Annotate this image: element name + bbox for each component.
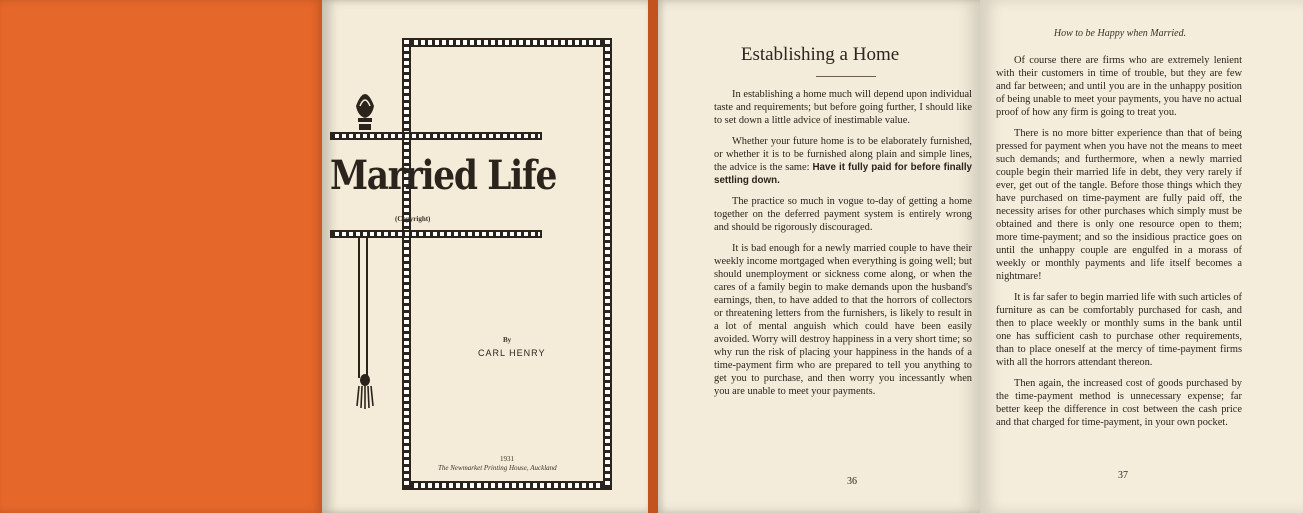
- frame-top-border: [402, 38, 612, 47]
- page-number-37: 37: [1118, 470, 1128, 481]
- copyright-label: (Copyright): [395, 215, 431, 223]
- paragraph: The practice so much in vogue to-day of getting a home together on the deferred payment system is entirely wrong and should be rigorously discouraged.: [714, 196, 972, 233]
- by-label: By: [503, 336, 512, 344]
- chapter-heading: Establishing a Home: [740, 44, 900, 65]
- paragraph: Then again, the increased cost of goods purchased by the time-payment method is unnecessary expense; far better keep the difference in cost between the cash price and that charged for time-payment, in your own pocket.: [996, 378, 1242, 428]
- page-number-36: 36: [847, 476, 857, 487]
- tassel-cord: [358, 238, 368, 378]
- page-36-text: [714, 88, 972, 406]
- paragraph: It is far safer to begin married life with such articles of furniture as can be comfortably purchased for cash, and then to place weekly or monthly sums in the bank until one has sufficient cash to purchase other requirements, than to place oneself at the mercy of time-payment firms with all the horrors attendant thereon.: [996, 292, 1242, 368]
- orange-cover: [0, 0, 322, 513]
- frame-upper-shelf: [330, 132, 542, 140]
- frame-right-border: [603, 38, 612, 490]
- running-head: How to be Happy when Married.: [1053, 28, 1187, 39]
- book-title: Married Life: [330, 152, 557, 199]
- cover-edge: [648, 0, 658, 513]
- frame-lower-shelf: [330, 230, 542, 238]
- paragraph: It is bad enough for a newly married couple to have their weekly income mortgaged when everything is going well; but should unemployment or sickness come along, or when the cares of a family begin to make demands upon the husband's earnings, then, to have added to that the horrors of collectors or threatening letters from the furnishers, is likely to result in a lot of mental anguish which could have been easily avoided. Worry will destroy happiness in a very short time; so why run the risk of placing your happiness in the hands of a time-payment firm who are prepared to tell you anything to get you to purchase, and then worry you incessantly when you are unable to meet your payments.: [714, 243, 972, 397]
- page-37-text: [996, 54, 1242, 437]
- frame-bottom-border: [402, 481, 612, 490]
- bold-advice: Have it fully paid for before finally settling down.: [714, 162, 972, 186]
- tassel-ornament-icon: [354, 372, 376, 410]
- urn-ornament-icon: [350, 84, 380, 132]
- heading-rule: [816, 76, 876, 77]
- paragraph: Of course there are firms who are extremely lenient with their customers in time of trouble, but they are few and far between; and until you are in the unhappy position of being unable to meet your payments, you have no actual proof of how any firm is going to treat you.: [996, 55, 1242, 118]
- paragraph: [714, 135, 972, 187]
- paragraph-text: Whether your future home is to be elaborately furnished, or whether it is to be furnished along plain and simple lines, the advice is the same:: [714, 136, 972, 173]
- paragraph: In establishing a home much will depend upon individual taste and requirements; but before going further, I should like to set down a little advice of inestimable value.: [714, 89, 972, 126]
- paragraph: There is no more bitter experience than that of being pressed for payment when you have not the means to meet such demands; and furthermore, when a newly married couple begin their married life in debt, they very rarely if ever, get out of the tangle. Before those things which they have purchased on time-payment are fully paid off, the necessity arises for other purchases which simply must be obtained and there is only one resource open to them; more time-payment; and so the insidious practice goes on until the unhappy couple are engulfed in a morass of weekly or monthly payments and life itself becomes a nightmare!: [996, 128, 1242, 282]
- author-name: CARL HENRY: [478, 348, 546, 358]
- publication-year: 1931: [500, 455, 514, 463]
- publisher-line: The Newmarket Printing House, Auckland: [438, 464, 557, 472]
- frame-left-border: [402, 38, 411, 490]
